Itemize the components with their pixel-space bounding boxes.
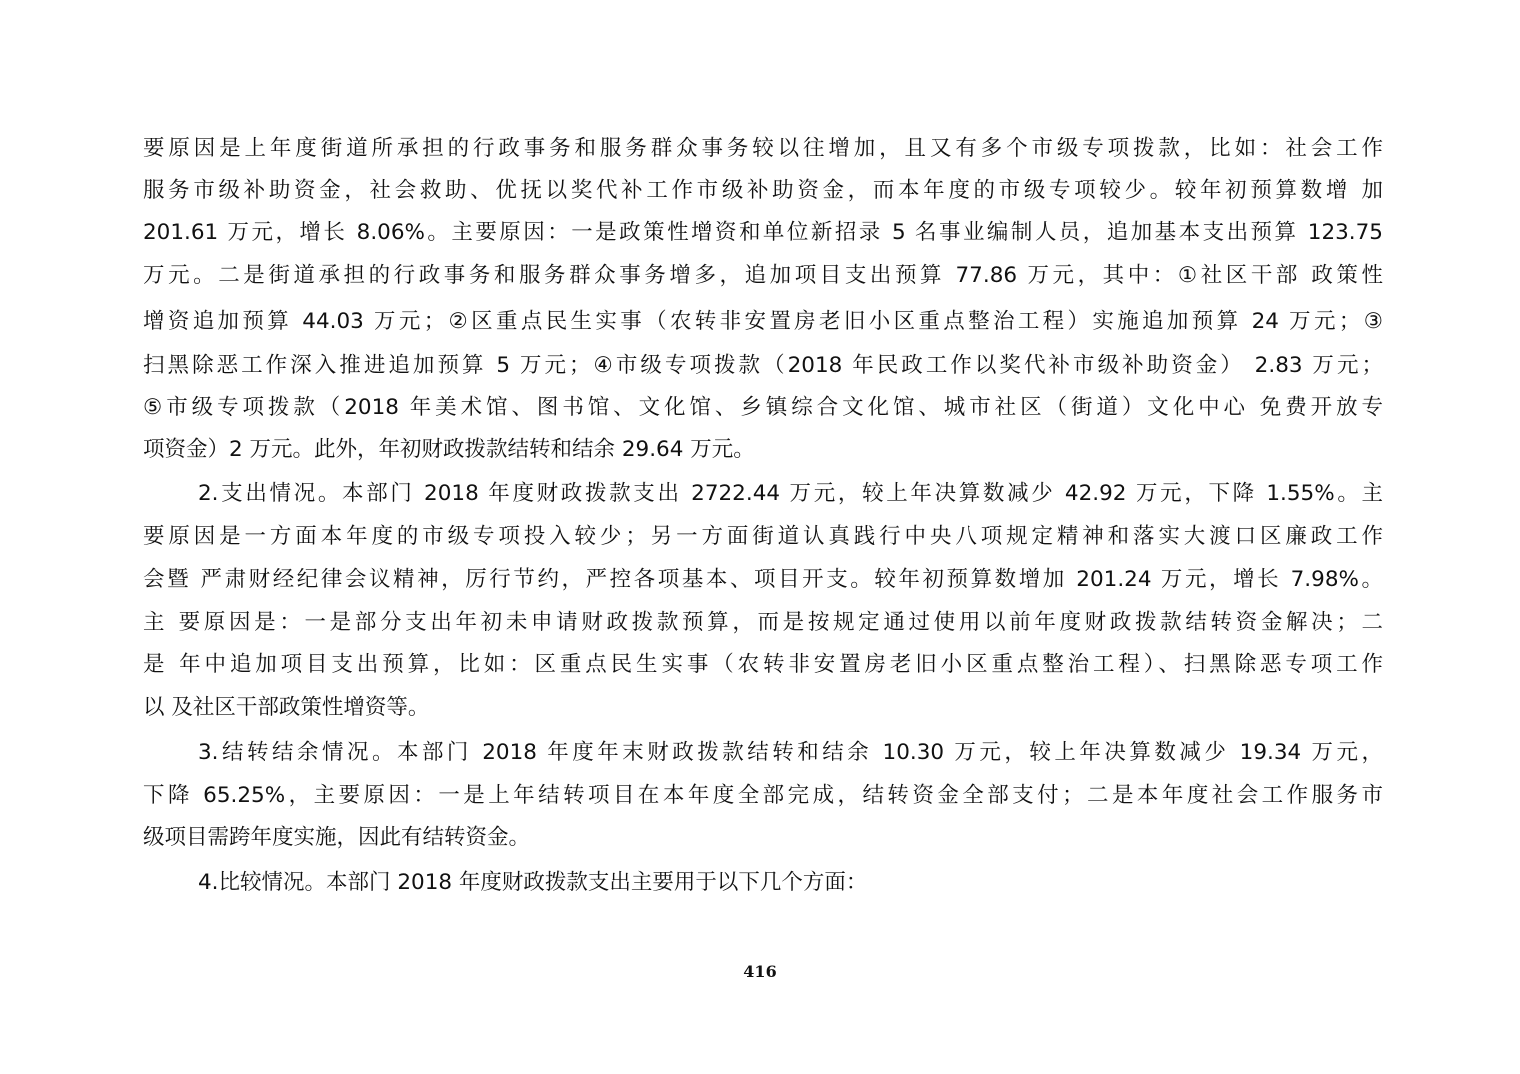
paragraph-2-line-3: 会暨 严肃财经纪律会议精神，厉行节约，严控各项基本、项目开支。较年初预算数增加 201.24 万元，增长 7.98%。 — [143, 567, 1383, 592]
page-number: 416 — [743, 962, 777, 981]
paragraph-1-line-7: ⑤市级专项拨款（2018 年美术馆、图书馆、文化馆、乡镇综合文化馆、城市社区（街道）文化中心 免费开放专 — [143, 395, 1383, 420]
paragraph-2-line-2: 要原因是一方面本年度的市级专项投入较少；另一方面街道认真践行中央八项规定精神和落实大渡口区廉政工作 — [143, 524, 1383, 549]
paragraph-2-line-6: 以 及社区干部政策性增资等。 — [143, 695, 430, 720]
paragraph-1-line-1: 要原因是上年度街道所承担的行政事务和服务群众事务较以往增加，且又有多个市级专项拨款，比如：社会工作 — [143, 136, 1383, 161]
paragraph-2-line-1: 2.支出情况。本部门 2018 年度财政拨款支出 2722.44 万元，较上年决算数减少 42.92 万元，下降 1.55%。主 — [198, 481, 1383, 506]
paragraph-3-line-1: 3.结转结余情况。本部门 2018 年度年末财政拨款结转和结余 10.30 万元，较上年决算数减少 19.34 万元， — [198, 740, 1383, 765]
paragraph-2-line-5: 是 年中追加项目支出预算，比如：区重点民生实事（农转非安置房老旧小区重点整治工程）、扫黑除恶专项工作 — [143, 652, 1383, 677]
paragraph-1-line-5: 增资追加预算 44.03 万元；②区重点民生实事（农转非安置房老旧小区重点整治工程）实施追加预算 24 万元；③ — [143, 309, 1383, 334]
paragraph-4-line-1: 4.比较情况。本部门 2018 年度财政拨款支出主要用于以下几个方面： — [198, 870, 868, 895]
paragraph-3-line-3: 级项目需跨年度实施，因此有结转资金。 — [143, 825, 531, 850]
paragraph-1-line-6: 扫黑除恶工作深入推进追加预算 5 万元；④市级专项拨款（2018 年民政工作以奖代补市级补助资金） 2.83 万元； — [143, 353, 1383, 378]
paragraph-1-line-2: 服务市级补助资金，社会救助、优抚以奖代补工作市级补助资金，而本年度的市级专项较少。较年初预算数增 加 — [143, 178, 1383, 203]
paragraph-1-line-4: 万元。二是街道承担的行政事务和服务群众事务增多，追加项目支出预算 77.86 万元，其中：①社区干部 政策性 — [143, 263, 1383, 288]
paragraph-3-line-2: 下降 65.25%，主要原因：一是上年结转项目在本年度全部完成，结转资金全部支付；二是本年度社会工作服务市 — [143, 783, 1383, 808]
paragraph-1-line-8: 项资金）2 万元。此外，年初财政拨款结转和结余 29.64 万元。 — [143, 437, 755, 462]
paragraph-2-line-4: 主 要原因是：一是部分支出年初未申请财政拨款预算，而是按规定通过使用以前年度财政拨款结转资金解决；二 — [143, 610, 1383, 635]
paragraph-1-line-3: 201.61 万元，增长 8.06%。主要原因：一是政策性增资和单位新招录 5 名事业编制人员，追加基本支出预算 123.75 — [143, 220, 1383, 245]
